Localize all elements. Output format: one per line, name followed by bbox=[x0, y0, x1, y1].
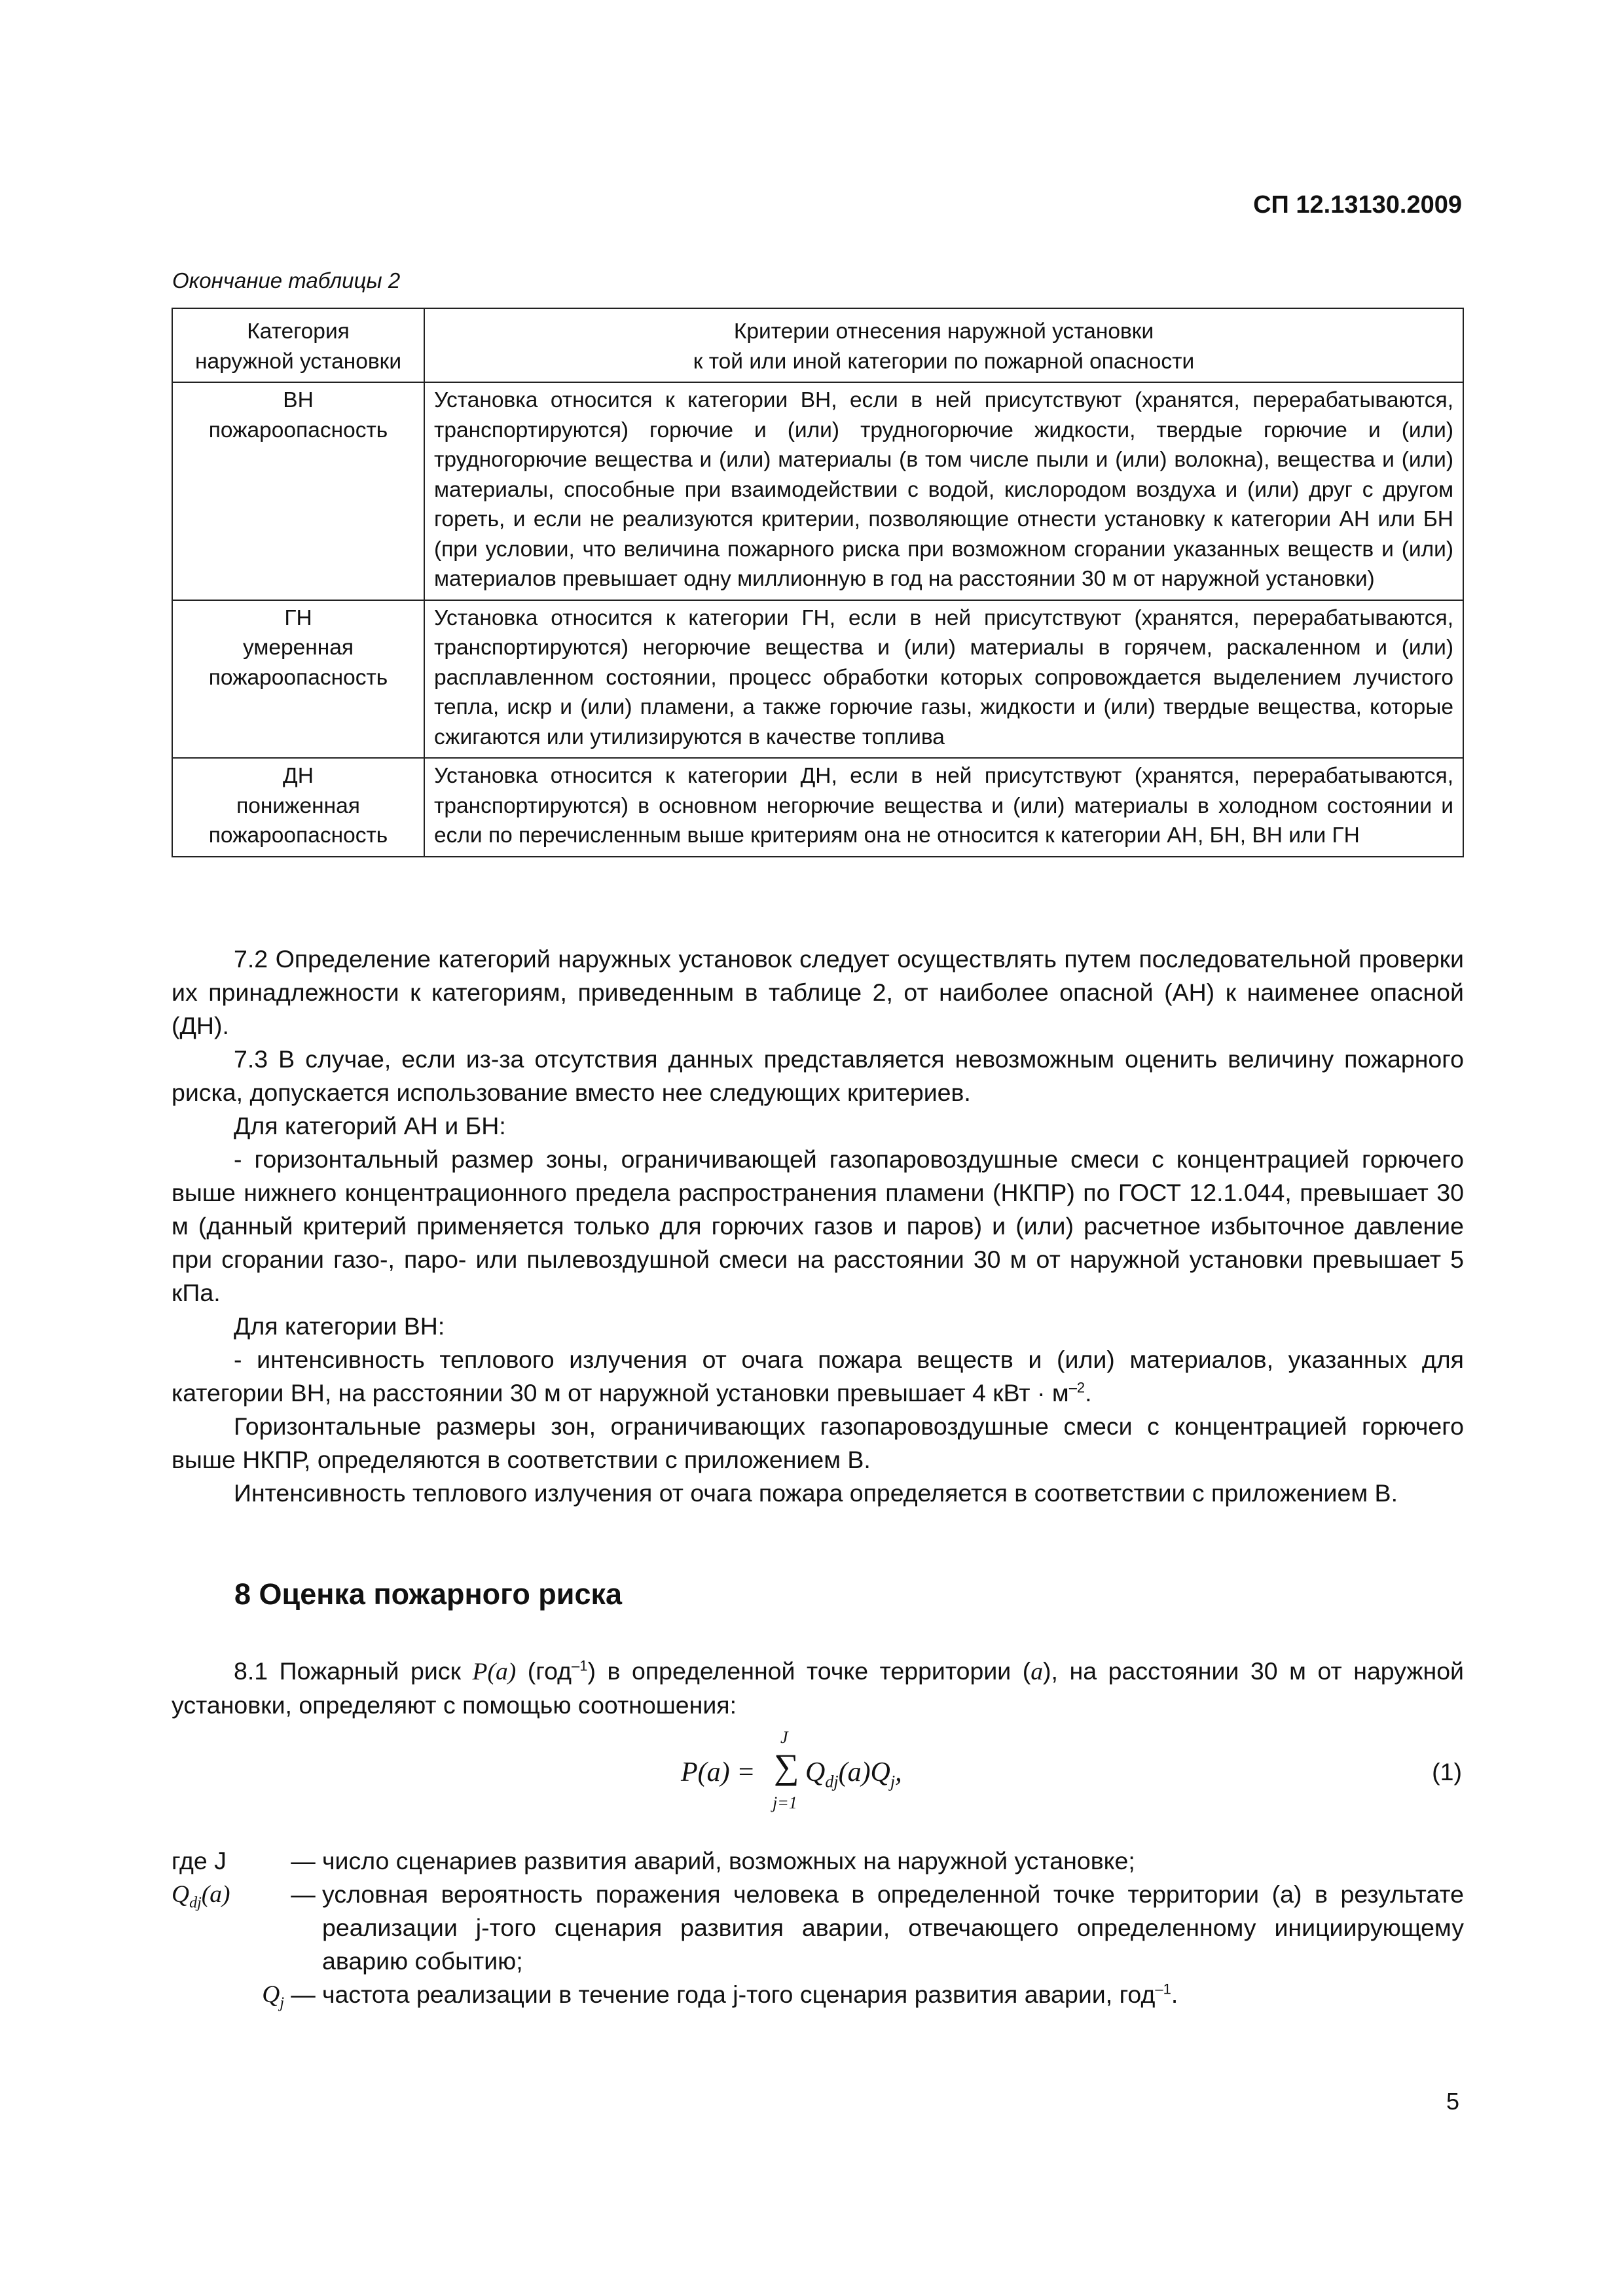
paragraph-for-ab: Для категорий АН и БН: bbox=[234, 1112, 506, 1139]
legend-item: $Q_{dj}(a)$ — условная вероятность поражения человека в определенной точке территории (a) в результате реализации j-того сценария развития аварии, отвечающего определенному инициирующему аварию событию; bbox=[172, 1880, 1464, 1975]
table-header-category: Категория наружной установки bbox=[172, 308, 424, 382]
paragraph-7-2: 7.2 Определение категорий наружных установок следует осуществлять путем последовательной проверки их принадлежности к категориям, приведенным в таблице 2, от наиболее опасной (АН) к наименее опасной (ДН). bbox=[172, 945, 1464, 1039]
formula-number: (1) bbox=[1432, 1758, 1462, 1785]
criteria-cell: Установка относится к категории ДН, если в ней присутствуют (хранятся, перерабатываются, транспортируются) в основном негорючие вещества и (или) материалы в холодном состоянии и если по перечисленным выше критериям она не относится к категории АН, БН, ВН или ГН bbox=[424, 758, 1463, 857]
category-criteria-table bbox=[172, 308, 1464, 857]
paragraph-intensity: Интенсивность теплового излучения от очага пожара определяется в соответствии с приложением В. bbox=[234, 1479, 1398, 1507]
paragraph-8-1: 8.1 Пожарный риск P(a) (год$^{-1}$) в определенной точке территории (a), на расстоянии 30 м от наружной установки, определяют с помощью соотношения: bbox=[172, 1657, 1465, 1719]
paragraph-ab-criterion: - горизонтальный размер зоны, ограничивающей газопаровоздушные смеси с концентрацией горючего выше нижнего концентрационного предела распространения пламени (НКПР) по ГОСТ 12.1.044, превышает 30 м (данный критерий применяется только для горючих газов и паров) и (или) расчетное избыточное давление при сгорании газо-, паро- или пылевоздушной смеси на расстоянии 30 м от наружной установки превышает 5 кПа. bbox=[172, 1145, 1464, 1306]
table-caption: Окончание таблицы 2 bbox=[172, 268, 401, 293]
paragraph-7-3: 7.3 В случае, если из-за отсутствия данных представляется невозможным оценить величину пожарного риска, допускается использование вместо нее следующих критериев. bbox=[172, 1045, 1464, 1106]
section8-text bbox=[172, 1655, 1464, 1722]
document-code: СП 12.13130.2009 bbox=[1253, 191, 1462, 219]
section-8-heading: 8 Оценка пожарного риска bbox=[234, 1577, 623, 1611]
category-cell: ГН умеренная пожароопасность bbox=[172, 600, 424, 759]
legend-item: $Q_j$ — частота реализации в течение года j-того сценария развития аварии, год$^{-1}$. bbox=[262, 1981, 1178, 2012]
table-row bbox=[172, 382, 1463, 600]
page-number: 5 bbox=[1446, 2088, 1459, 2115]
table-header-row bbox=[172, 308, 1463, 382]
paragraph-horizontal-sizes: Горизонтальные размеры зон, ограничивающих газопаровоздушные смеси с концентрацией горючего выше НКПР, определяются в соответствии с приложением В. bbox=[172, 1412, 1464, 1473]
criteria-cell: Установка относится к категории ГН, если в ней присутствуют (хранятся, перерабатываются, транспортируются) негорючие вещества и (или) материалы в горячем, раскаленном и (или) расплавленном состоянии, процесс обработки которых сопровождается выделением лучистого тепла, искр и (или) пламени, а также горючие газы, жидкости и (или) твердые вещества, которые сжигаются или утилизируются в качестве топлива bbox=[424, 600, 1463, 759]
table-row bbox=[172, 600, 1463, 759]
table-row bbox=[172, 758, 1463, 857]
criteria-cell: Установка относится к категории ВН, если в ней присутствуют (хранятся, перерабатываются, транспортируются) горючие и (или) трудногорючие жидкости, твердые горючие и (или) трудногорючие вещества и (или) материалы (в том числе пыли и (или) волокна), вещества и (или) материалы, способные при взаимодействии с водой, кислородом воздуха и (или) друг с другом гореть, и если не реализуются критерии, позволяющие отнести установку к категории АН или БН (при условии, что величина пожарного риска при возможном сгорании указанных веществ и (или) материалов превышает одну миллионную в год на расстоянии 30 м от наружной установки) bbox=[424, 382, 1463, 600]
table-header-criteria: Критерии отнесения наружной установки к той или иной категории по пожарной опасности bbox=[424, 308, 1463, 382]
category-cell: ДН пониженная пожароопасность bbox=[172, 758, 424, 857]
paragraph-v-criterion: - интенсивность теплового излучения от очага пожара веществ и (или) материалов, указанных для категории ВН, на расстоянии 30 м от наружной установки превышает 4 кВт · $м^{-2}$. bbox=[172, 1346, 1464, 1407]
legend-item: где J — число сценариев развития аварий, возможных на наружной установке; bbox=[172, 1847, 1135, 1874]
formula-legend bbox=[172, 1844, 1464, 2020]
section7-text bbox=[172, 942, 1464, 1510]
paragraph-for-v: Для категории ВН: bbox=[234, 1312, 445, 1340]
category-cell: ВН пожароопасность bbox=[172, 382, 424, 600]
document-page: СП 12.13130.2009 Окончание таблицы 2 Категория наружной установки Критерии отнесения наружной установки к той или иной категории по пожарной опасности ВН пожароопасность Установка относится к категории ВН, если в ней присутствуют (хранятся, перерабатываются, транспортируются) горючие и (или) трудногорючие жидкости, твердые горючие и (или) трудногорючие вещества и (или) материалы (в том числе пыли и (или) волокна), вещества и (или) материалы, способные при взаимодействии с водой, кислородом воздуха и (или) друг с другом гореть, и если не реализуются критерии, позволяющие отнести установку к категории АН или БН (при условии, что величина пожарного риска при возможном сгорании указанных веществ и (или) материалов превышает одну миллионную в год на расстоянии 30 м от наружной установки) ГН умеренная пожароопасность Установка относится к категории ГН, если в ней присутствуют (хранятся, перерабатываются, транспортируются) негорючие вещества и (или) материалы в горячем, раскаленном и (или) расплавленном состоянии, процесс обработки которых сопровождается выделением лучистого тепла, искр и (или) пламени, а также горючие газы, жидкости и (или) твердые вещества, которые сжигаются или утилизируются в качестве топлива ДН пониженная пожароопасность Установка относится к категории ДН, если в ней присутствуют (хранятся, перерабатываются, транспортируются) в основном негорючие вещества и (или) материалы в холодном состоянии и если по перечисленным выше критериям она не относится к категории АН, БН, ВН или ГН 7.2 Определение категорий наружных установок следует осуществлять путем последовательной проверки их принадлежности к категориям, приведенным в таблице 2, от наиболее опасной (АН) к наименее опасной (ДН). 7.3 В случае, если из-за отсутствия данных представляется невозможным оценить величину пожарного риска, допускается использование вместо нее следующих критериев. Для категорий АН и БН: - горизонтальный размер зоны, ограничивающей газопаровоздушные смеси с концентрацией горючего выше нижнего концентрационного предела распространения пламени (НКПР) по ГОСТ 12.1.044, превышает 30 м (данный критерий применяется только для горючих газов и паров) и (или) расчетное избыточное давление при сгорании газо-, паро- или пылевоздушной смеси на расстоянии 30 м от наружной установки превышает 5 кПа. Для категории ВН: - интенсивность теплового излучения от очага пожара веществ и (или) материалов, указанных для категории ВН, на расстоянии 30 м от наружной установки превышает 4 кВт · $м^{-2}$. Горизонтальные размеры зон, ограничивающих газопаровоздушные смеси с концентрацией горючего выше НКПР, определяются в соответствии с приложением В. Интенсивность теплового излучения от очага пожара определяется в соответствии с приложением В. 8 Оценка пожарного риска 8.1 Пожарный риск P(a) (год$^{-1}$) в определенной точке территории (a), на расстоянии 30 м от наружной установки, определяют с помощью соотношения: P(a) = J ∑ j=1 $Q_{dj}(a)Q_j$, (1) где J — число сценариев развития аварий, возможных на наружной установке; $Q_{dj}(a)$ — условная вероятность поражения человека в определенной точке территории (a) в результате реализации j-того сценария развития аварии, отвечающего определенному инициирующему аварию событию; $Q_j$ — частота реализации в течение года j-того сценария развития аварии, год$^{-1}$. 5 bbox=[172, 191, 1465, 2115]
sum-sign: ∑ bbox=[774, 1747, 799, 1786]
